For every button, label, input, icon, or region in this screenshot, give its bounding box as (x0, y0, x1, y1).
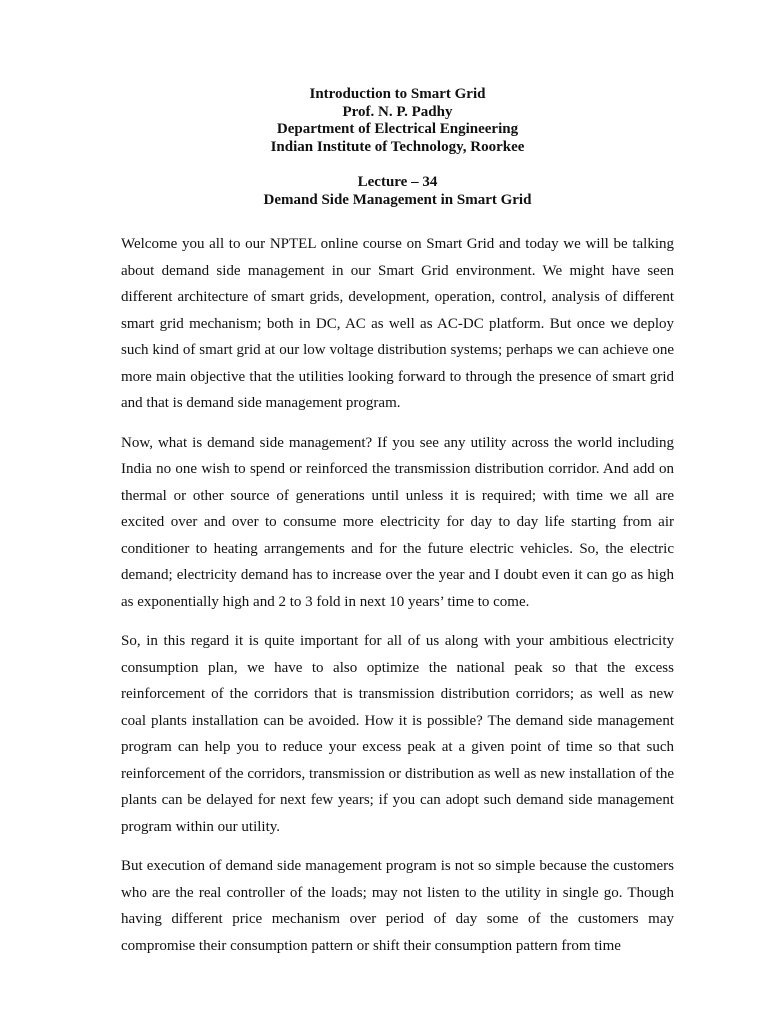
document-body (121, 231, 674, 959)
lecture-title: Demand Side Management in Smart Grid (263, 191, 532, 208)
document-header (0, 86, 768, 209)
department-name: Department of Electrical Engineering (276, 121, 519, 137)
body-paragraph: So, in this regard it is quite important for all of us along with your ambitious electricity consumption plan, we have to also optimize the national peak so that the excess reinforcement of the corridors that is transmission distribution corridors; as well as new coal plants installation can be avoided. How it is possible? The demand side management program can help you to reduce your excess peak at a given point of time so that such reinforcement of the corridors, transmission or distribution as well as new installation of the plants can be delayed for next few years; if you can adopt such demand side management program within our utility. (121, 633, 674, 835)
lecture-number: Lecture – 34 (357, 174, 438, 190)
course-title: Introduction to Smart Grid (309, 86, 486, 102)
professor-name: Prof. N. P. Padhy (342, 103, 453, 120)
body-paragraph: But execution of demand side management program is not so simple because the customers who are the real controller of the loads; may not listen to the utility in single go. Though having different price mechanism over period of day some of the customers may compromise their consumption pattern or shift their consumption pattern from time (121, 858, 674, 954)
body-paragraph: Now, what is demand side management? If you see any utility across the world including India no one wish to spend or reinforced the transmission distribution corridor. And add on thermal or other source of generations until unless it is required; with time we all are excited over and over to consume more electricity for day to day life starting from air conditioner to heating arrangements and for the future electric vehicles. So, the electric demand; electricity demand has to increase over the year and I doubt even it can go as high as exponentially high and 2 to 3 fold in next 10 years’ time to come. (121, 434, 674, 610)
body-paragraph: Welcome you all to our NPTEL online course on Smart Grid and today we will be talking about demand side management in our Smart Grid environment. We might have seen different architecture of smart grids, development, operation, control, analysis of different smart grid mechanism; both in DC, AC as well as AC-DC platform. But once we deploy such kind of smart grid at our low voltage distribution systems; perhaps we can achieve one more main objective that the utilities looking forward to through the presence of smart grid and that is demand side management program. (121, 236, 674, 411)
header-spacer (0, 156, 768, 174)
institute-name: Indian Institute of Technology, Roorkee (270, 138, 525, 155)
